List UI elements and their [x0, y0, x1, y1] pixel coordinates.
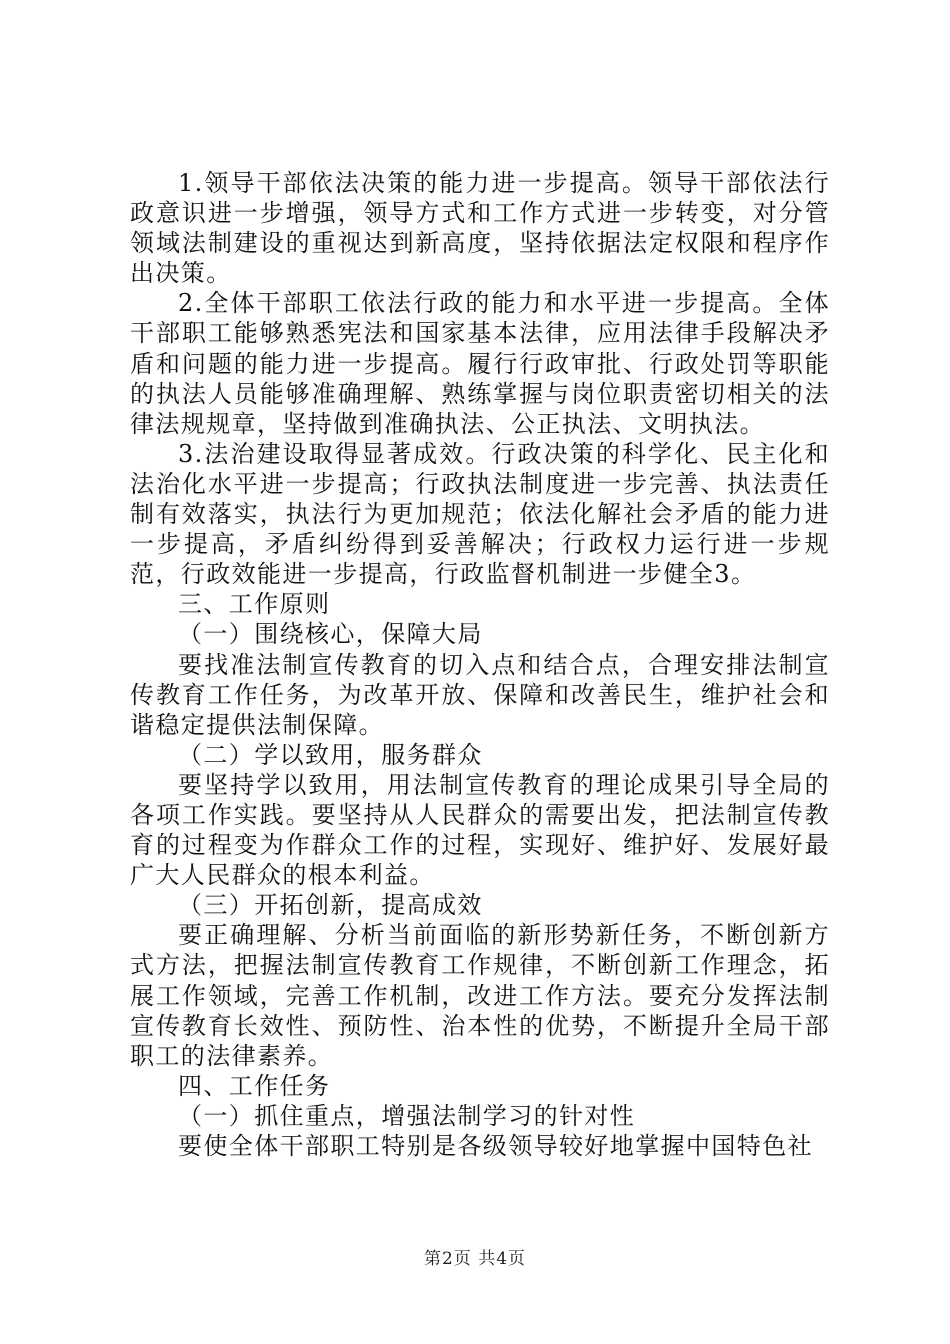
- subheading-principle-2: （二）学以致用，服务群众: [178, 740, 483, 769]
- section-heading-principles: 三、工作原则: [178, 590, 331, 619]
- document-body: [130, 168, 830, 1161]
- paragraph-goal-3: 3.法治建设取得显著成效。行政决策的科学化、民主化和法治化水平进一步提高；行政执法制度进一步完善、执法责任制有效落实，执法行为更加规范；依法化解社会矛盾的能力进一步提高，矛盾纠纷得到妥善解决；行政权力运行进一步规范，行政效能进一步提高，行政监督机制进一步健全3。: [130, 439, 830, 589]
- paragraph-principle-1: 要找准法制宣传教育的切入点和结合点，合理安排法制宣传教育工作任务，为改革开放、保障和改善民生，维护社会和谐稳定提供法制保障。: [130, 650, 830, 739]
- paragraph-principle-3: 要正确理解、分析当前面临的新形势新任务，不断创新方式方法，把握法制宣传教育工作规律，不断创新工作理念，拓展工作领域，完善工作机制，改进工作方法。要充分发挥法制宣传教育长效性、预防性、治本性的优势，不断提升全局干部职工的法律素养。: [130, 921, 830, 1070]
- subheading-principle-1: （一）围绕核心，保障大局: [178, 620, 483, 649]
- paragraph-goal-2: 2.全体干部职工依法行政的能力和水平进一步提高。全体干部职工能够熟悉宪法和国家基本法律，应用法律手段解决矛盾和问题的能力进一步提高。履行行政审批、行政处罚等职能的执法人员能够准确理解、熟练掌握与岗位职责密切相关的法律法规规章，坚持做到准确执法、公正执法、文明执法。: [130, 289, 830, 438]
- paragraph-goal-1: 1.领导干部依法决策的能力进一步提高。领导干部依法行政意识进一步增强，领导方式和工作方式进一步转变，对分管领域法制建设的重视达到新高度，坚持依据法定权限和程序作出决策。: [130, 169, 830, 288]
- section-heading-tasks: 四、工作任务: [178, 1071, 331, 1100]
- paragraph-principle-2: 要坚持学以致用，用法制宣传教育的理论成果引导全局的各项工作实践。要坚持从人民群众的需要出发，把法制宣传教育的过程变为作群众工作的过程，实现好、维护好、发展好最广大人民群众的根本利益。: [130, 770, 830, 890]
- page-footer: 第2页 共4页: [423, 1249, 527, 1269]
- paragraph-task-1: 要使全体干部职工特别是各级领导较好地掌握中国特色社: [178, 1132, 813, 1160]
- subheading-principle-3: （三）开拓创新，提高成效: [178, 891, 483, 920]
- subheading-task-1: （一）抓住重点，增强法制学习的针对性: [178, 1101, 636, 1130]
